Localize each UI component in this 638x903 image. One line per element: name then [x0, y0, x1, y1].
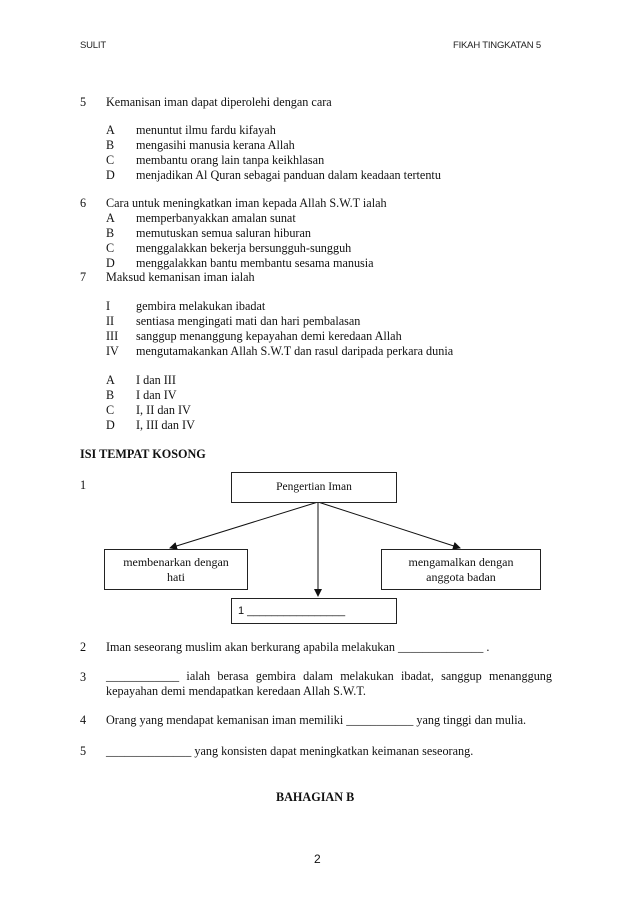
q7-option-letter: B	[106, 388, 115, 402]
fill-number: 4	[80, 713, 87, 727]
q6-option-letter: B	[106, 226, 115, 240]
diagram-right-line1: mengamalkan dengan	[408, 555, 514, 569]
section-title-fill: ISI TEMPAT KOSONG	[80, 447, 206, 461]
q5-option-text: mengasihi manusia kerana Allah	[136, 138, 295, 152]
q7-statement-roman: IV	[106, 344, 119, 358]
q6-stem: Cara untuk meningkatkan iman kepada Allah S.W.T ialah	[106, 196, 387, 210]
q5-option-letter: B	[106, 138, 115, 152]
q7-statement-roman: I	[106, 299, 111, 313]
q7-statement-roman: II	[106, 314, 115, 328]
q6-number: 6	[80, 196, 87, 210]
diagram-left-line2: hati	[167, 570, 185, 584]
diagram-right-box	[381, 549, 541, 590]
q7-option-letter: C	[106, 403, 115, 417]
q6-option-text: memperbanyakkan amalan sunat	[136, 211, 296, 225]
q7-statement-text: gembira melakukan ibadat	[136, 299, 266, 313]
diagram-left-line1: membenarkan dengan	[123, 555, 229, 569]
fill-text: Orang yang mendapat kemanisan iman memiliki ___________ yang tinggi dan mulia.	[106, 713, 527, 727]
q6-option-text: menggalakkan bekerja bersungguh-sungguh	[136, 241, 352, 255]
q5-option-text: membantu orang lain tanpa keikhlasan	[136, 153, 325, 167]
q5-option-text: menjadikan Al Quran sebagai panduan dalam keadaan tertentu	[136, 168, 441, 182]
q6-option-text: menggalakkan bantu membantu sesama manusia	[136, 256, 374, 270]
q7-option-text: I dan IV	[136, 388, 177, 402]
q7-statement-text: sentiasa mengingati mati dan hari pembalasan	[136, 314, 361, 328]
diagram-bottom-blank: 1 ________________	[238, 605, 346, 617]
q7-option-letter: D	[106, 418, 115, 432]
q7-option-text: I dan III	[136, 373, 176, 387]
q7-option-letter: A	[106, 373, 115, 387]
q6-option-letter: C	[106, 241, 115, 255]
q5-option-letter: A	[106, 123, 115, 137]
q7-stem: Maksud kemanisan iman ialah	[106, 270, 255, 284]
diagram-root-box	[231, 472, 397, 503]
q7-option-text: I, II dan IV	[136, 403, 191, 417]
q5-stem: Kemanisan iman dapat diperolehi dengan cara	[106, 95, 332, 109]
q7-statement-roman: III	[106, 329, 119, 343]
fill-text: ____________ ialah berasa gembira dalam melakukan ibadat, sanggup menanggung kepayahan demi mendapatkan keredaan Allah S.W.T.	[106, 669, 552, 698]
fill-text: Iman seseorang muslim akan berkurang apabila melakukan ______________ .	[106, 640, 490, 654]
arrow-to-right	[318, 502, 460, 548]
q7-option-text: I, III dan IV	[136, 418, 195, 432]
fill-number: 2	[80, 640, 87, 654]
fill-number: 5	[80, 744, 87, 758]
header-left: SULIT	[80, 40, 106, 51]
diagram-left-box	[104, 549, 248, 590]
q7-statement-text: mengutamakankan Allah S.W.T dan rasul daripada perkara dunia	[136, 344, 454, 358]
diagram-number: 1	[80, 478, 87, 492]
arrow-to-left	[170, 502, 318, 548]
section-title-b: BAHAGIAN B	[276, 790, 355, 804]
q5-option-letter: D	[106, 168, 115, 182]
diagram-root-label: Pengertian Iman	[276, 481, 352, 493]
q5-option-text: menuntut ilmu fardu kifayah	[136, 123, 276, 137]
fill-number: 3	[80, 670, 87, 684]
diagram-right-line2: anggota badan	[426, 570, 496, 584]
q7-number: 7	[80, 270, 87, 284]
q6-option-letter: A	[106, 211, 115, 225]
q5-number: 5	[80, 95, 87, 109]
q6-option-letter: D	[106, 256, 115, 270]
page-number: 2	[314, 852, 321, 866]
q5-option-letter: C	[106, 153, 115, 167]
fill-text: ______________ yang konsisten dapat meningkatkan keimanan seseorang.	[106, 744, 474, 758]
header-right: FIKAH TINGKATAN 5	[453, 40, 541, 51]
q7-statement-text: sanggup menanggung kepayahan demi keredaan Allah	[136, 329, 402, 343]
q6-option-text: memutuskan semua saluran hiburan	[136, 226, 311, 240]
diagram-bottom-box	[231, 598, 397, 624]
